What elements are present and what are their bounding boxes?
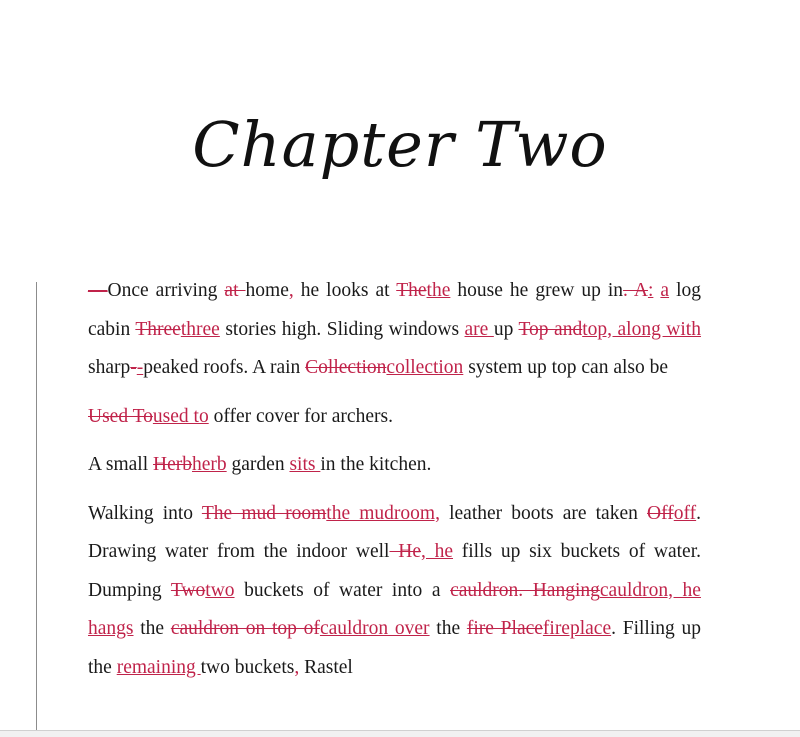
text-run: up	[493, 318, 519, 340]
tracked-insertion: off	[673, 502, 697, 524]
tracked-deletion: Two	[170, 579, 206, 601]
tracked-insertion: are	[464, 318, 494, 340]
text-run: fills up six buckets of water. Dumping	[88, 541, 701, 601]
tracked-insertion: ,	[294, 656, 300, 678]
paragraph	[88, 272, 701, 388]
tracked-insertion: remaining	[116, 656, 201, 678]
text-run: Rastel	[299, 656, 353, 678]
text-run: offer cover for archers.	[208, 405, 393, 427]
text-run: the	[429, 618, 467, 639]
paragraph	[88, 446, 701, 485]
tracked-deletion: He	[389, 541, 421, 562]
tracked-deletion: . A	[623, 280, 648, 301]
tracked-deletion: The mud room	[201, 502, 327, 524]
text-run: . Filling up the	[88, 618, 701, 678]
text-run: Walking into	[88, 502, 202, 524]
tracked-insertion: used to	[152, 405, 209, 427]
text-run: the	[133, 618, 171, 639]
tracked-insertion: , he	[420, 541, 453, 562]
text-run: sharp	[88, 357, 131, 378]
tracked-deletion: cauldron. Hanging	[450, 579, 600, 601]
text-run: system up top can also be	[463, 357, 669, 378]
tracked-deletion: Collection	[305, 357, 387, 378]
tracked-deletion: Top and	[518, 318, 583, 340]
change-bar	[36, 282, 37, 730]
tracked-insertion: the mudroom,	[326, 502, 440, 524]
tracked-insertion: cauldron, he hangs	[88, 579, 701, 639]
tracked-insertion: -	[136, 357, 144, 378]
text-run: garden	[226, 454, 290, 475]
text-run: peaked roofs. A rain	[143, 357, 306, 378]
tracked-deletion: -	[130, 357, 137, 378]
tracked-insertion: top, along with	[582, 318, 701, 340]
chapter-title: Chapter Two	[192, 108, 608, 181]
tracked-deletion: Three	[135, 318, 181, 340]
text-run: leather boots are taken	[439, 502, 648, 524]
text-run: he looks at	[293, 280, 397, 301]
tracked-deletion: at	[224, 280, 246, 301]
text-run: two buckets	[200, 656, 295, 678]
tracked-insertion: ,	[288, 280, 294, 301]
tracked-deletion: fire Place	[466, 618, 543, 639]
tracked-insertion: a	[660, 280, 670, 301]
text-run: stories high. Sliding windows	[219, 318, 465, 340]
tracked-insertion: :	[647, 280, 654, 301]
text-run: . Drawing water from the indoor well	[88, 502, 701, 562]
text-run: buckets of water into a	[234, 579, 451, 601]
tracked-deletion: Off	[647, 502, 674, 524]
tracked-deletion: Used To	[88, 405, 153, 427]
tracked-insertion: collection	[386, 357, 464, 378]
text-run: log cabin	[88, 280, 702, 340]
paragraph	[88, 398, 701, 437]
tracked-deletion: The	[396, 280, 427, 301]
tracked-insertion: sits	[289, 454, 321, 475]
text-run: A small	[88, 454, 154, 475]
document-body[interactable]	[88, 272, 701, 697]
text-run: home	[245, 280, 289, 301]
tracked-insertion: the	[426, 280, 451, 301]
tracked-insertion: three	[180, 318, 220, 340]
paragraph	[88, 495, 701, 688]
tracked-deletion: cauldron on top of	[170, 618, 320, 639]
tracked-insertion: two	[205, 579, 235, 601]
tracked-insertion: herb	[192, 454, 227, 475]
tracked-deletion: —	[88, 280, 108, 301]
tracked-insertion: cauldron over	[319, 618, 430, 639]
text-run: house he grew up in	[450, 280, 624, 301]
tracked-deletion: Herb	[153, 454, 192, 475]
tracked-insertion: fireplace	[542, 618, 612, 639]
text-run: Once arriving	[107, 280, 225, 301]
text-run: in the kitchen.	[320, 454, 432, 475]
